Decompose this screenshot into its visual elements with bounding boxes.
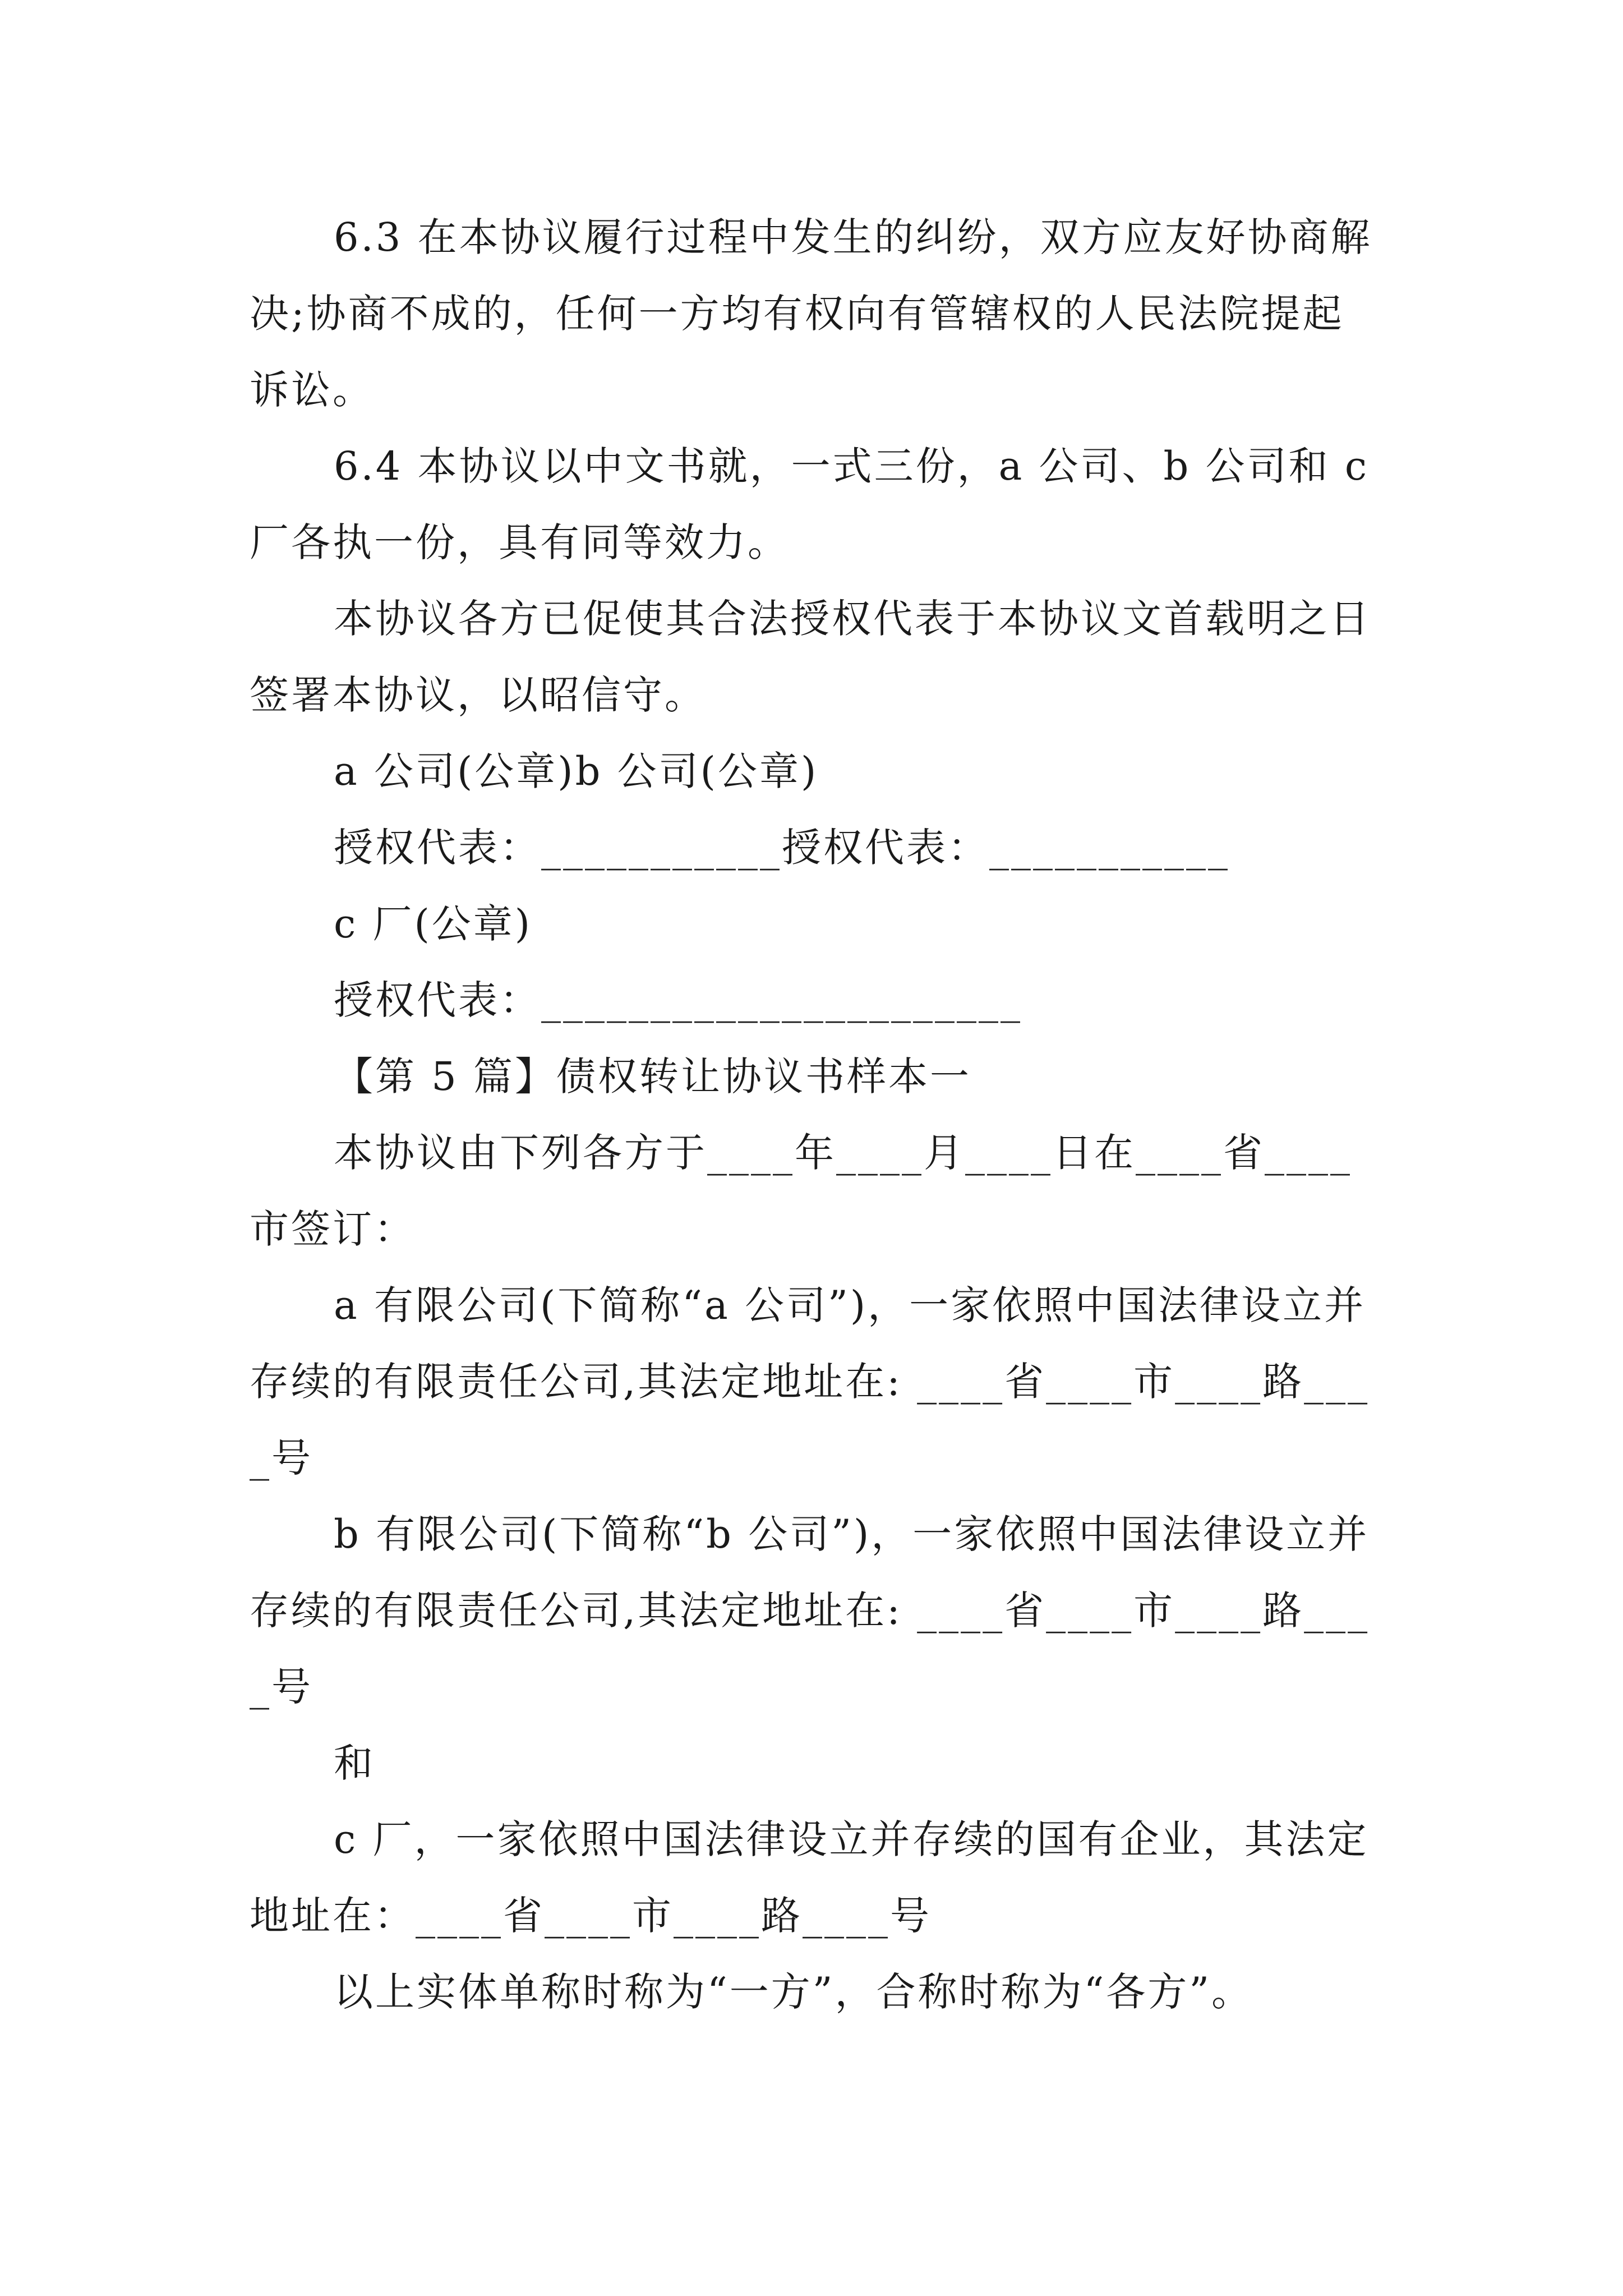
clause-6-3-paragraph: 6.3 在本协议履行过程中发生的纠纷，双方应友好协商解决;协商不成的，任何一方均有权向有管辖权的人民法院提起诉讼。 <box>250 214 1372 413</box>
signature-factory-representative-line: 授权代表：______________________ <box>334 977 1022 1023</box>
party-c-paragraph: c 厂，一家依照中国法律设立并存续的国有企业，其法定地址在：____省____市____路____号 <box>250 1816 1369 1939</box>
signature-companies-line: a 公司(公章)b 公司(公章) <box>334 748 819 794</box>
document-body <box>250 199 1382 2030</box>
signature-representatives-line: 授权代表：___________授权代表：___________ <box>334 825 1230 871</box>
agreement-signing-paragraph: 本协议由下列各方于____年____月____日在____省____市签订： <box>250 1130 1352 1252</box>
party-a-paragraph: a 有限公司(下简称“a 公司”)，一家依照中国法律设立并存续的有限责任公司,其法定地址在: ____省____市____路____号 <box>250 1282 1370 1481</box>
signature-factory-line: c 厂(公章) <box>334 901 533 947</box>
execution-statement-paragraph: 本协议各方已促使其合法授权代表于本协议文首载明之日签署本协议，以昭信守。 <box>250 596 1371 718</box>
clause-6-4-paragraph: 6.4 本协议以中文书就，一式三份，a 公司、b 公司和 c 厂各执一份，具有同等效力。 <box>250 443 1370 565</box>
party-b-paragraph: b 有限公司(下简称“b 公司”)，一家依照中国法律设立并存续的有限责任公司,其法定地址在: ____省____市____路____号 <box>250 1511 1370 1710</box>
definitions-paragraph: 以上实体单称时称为“一方”，合称时称为“各方”。 <box>334 1969 1253 2015</box>
section-heading: 【第 5 篇】债权转让协议书样本一 <box>334 1053 972 1099</box>
conjunction-paragraph: 和 <box>334 1740 375 1786</box>
